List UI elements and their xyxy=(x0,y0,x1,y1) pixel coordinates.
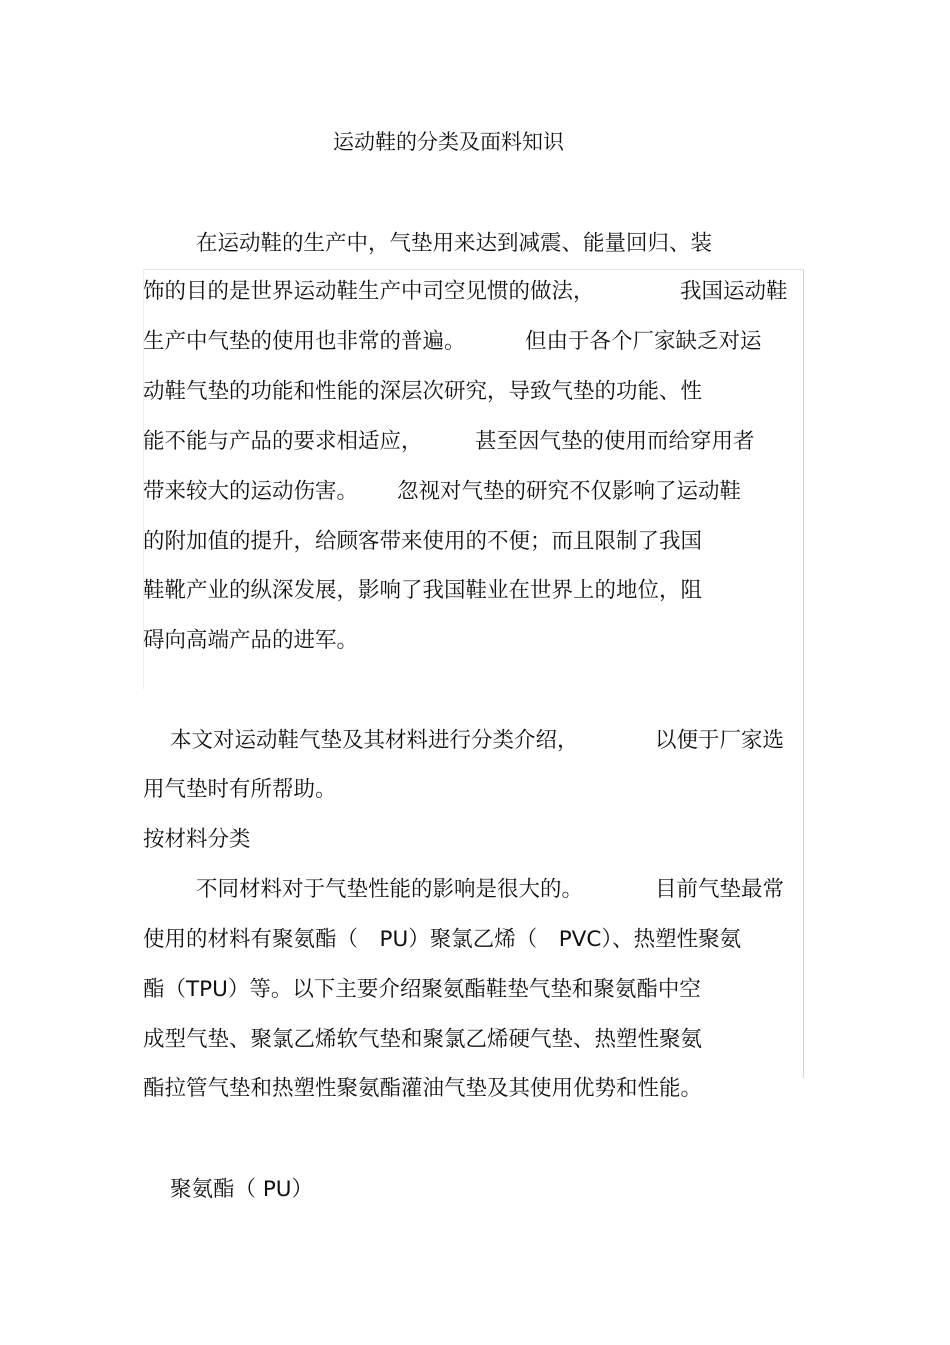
paragraph-line: 忽视对气垫的研究不仅影响了运动鞋 xyxy=(397,479,742,504)
paragraph-line: 能不能与产品的要求相适应， xyxy=(143,429,423,454)
paragraph-line: 目前气垫最常 xyxy=(655,877,785,902)
paragraph-line: 碍向高端产品的进军。 xyxy=(143,628,359,653)
frame-border-top xyxy=(143,269,804,270)
paragraph-line: 动鞋气垫的功能和性能的深层次研究，导致气垫的功能、性 xyxy=(143,379,703,404)
paragraph-line: 成型气垫、聚氯乙烯软气垫和聚氯乙烯硬气垫、热塑性聚氨 xyxy=(143,1027,703,1052)
paragraph-line: 用气垫时有所帮助。 xyxy=(143,777,337,802)
paragraph-line: 使用的材料有聚氨酯（ PU）聚氯乙烯（ PVC）、热塑性聚氨 xyxy=(143,927,742,952)
section-heading: 聚氨酯（ PU） xyxy=(170,1177,314,1202)
paragraph-line: 甚至因气垫的使用而给穿用者 xyxy=(475,429,755,454)
paragraph-line: 本文对运动鞋气垫及其材料进行分类介绍， xyxy=(170,728,579,753)
paragraph-line: 不同材料对于气垫性能的影响是很大的。 xyxy=(196,877,584,902)
document-title: 运动鞋的分类及面料知识 xyxy=(333,130,564,154)
frame-border-right xyxy=(803,270,804,1078)
paragraph-line: 以便于厂家选 xyxy=(655,728,785,753)
paragraph-line: 鞋靴产业的纵深发展，影响了我国鞋业在世界上的地位，阻 xyxy=(143,578,703,603)
paragraph-line: 的附加值的提升，给顾客带来使用的不便；而且限制了我国 xyxy=(143,529,703,554)
paragraph-line: 我国运动鞋 xyxy=(680,279,788,304)
paragraph-line: 酯拉管气垫和热塑性聚氨酯灌油气垫及其使用优势和性能。 xyxy=(143,1076,703,1101)
section-heading: 按材料分类 xyxy=(143,827,251,852)
paragraph-line: 在运动鞋的生产中，气垫用来达到减震、能量回归、装 xyxy=(196,231,713,256)
paragraph-line: 但由于各个厂家缺乏对运 xyxy=(525,329,762,354)
paragraph-line: 酯（TPU）等。以下主要介绍聚氨酯鞋垫气垫和聚氨酯中空 xyxy=(143,977,701,1002)
paragraph-line: 带来较大的运动伤害。 xyxy=(143,479,359,504)
paragraph-line: 饰的目的是世界运动鞋生产中司空见惯的做法， xyxy=(143,279,595,304)
paragraph-line: 生产中气垫的使用也非常的普遍。 xyxy=(143,329,466,354)
